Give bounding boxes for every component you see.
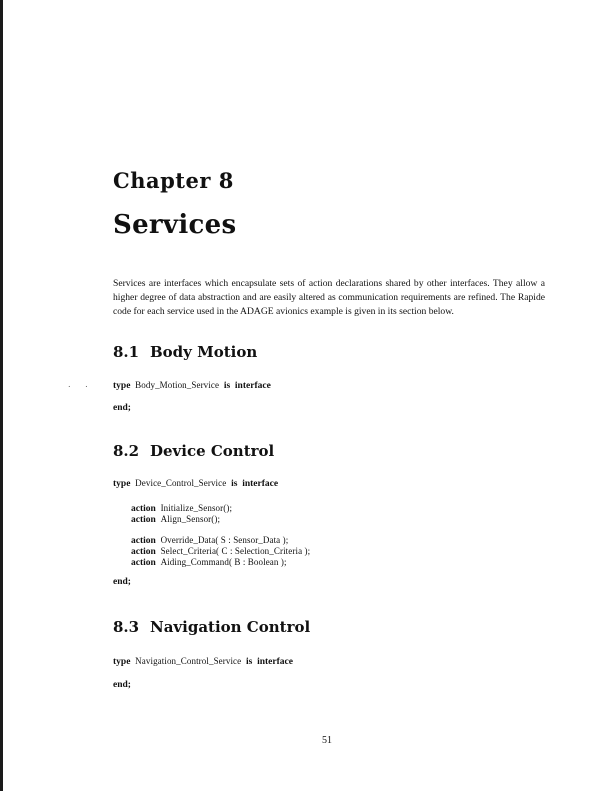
type-name: Navigation_Control_Service — [135, 656, 242, 666]
keyword-action: action — [131, 547, 156, 557]
code-line-type-decl — [113, 478, 278, 489]
type-name: Device_Control_Service — [135, 478, 227, 488]
section-title: Device Control — [150, 442, 275, 460]
keyword-action: action — [131, 558, 156, 568]
keyword-type: type — [113, 381, 131, 391]
keyword-type: type — [113, 479, 131, 489]
action-signature: Initialize_Sensor(); — [160, 503, 233, 513]
code-line-type-decl — [113, 380, 271, 391]
keyword-action: action — [131, 504, 156, 514]
keyword-action: action — [131, 536, 156, 546]
keyword-is: is — [231, 479, 238, 489]
section-number: 8.2 — [113, 442, 140, 460]
code-line-type-decl — [113, 656, 293, 667]
section-heading-8-2 — [113, 442, 274, 460]
action-signature: Override_Data( S : Sensor_Data ); — [160, 535, 289, 545]
action-signature: Align_Sensor(); — [160, 514, 221, 524]
chapter-label: Chapter 8 — [113, 168, 234, 193]
section-number: 8.3 — [113, 618, 140, 636]
code-line-action — [131, 557, 287, 568]
keyword-interface: interface — [242, 479, 279, 489]
keyword-interface: interface — [234, 381, 271, 391]
code-line-end: end; — [113, 680, 131, 690]
keyword-is: is — [223, 381, 231, 391]
section-number: 8.1 — [113, 343, 140, 361]
section-heading-8-3 — [113, 618, 310, 636]
keyword-action: action — [131, 515, 156, 525]
code-line-action — [131, 514, 220, 525]
code-line-action — [131, 546, 310, 557]
section-title: Navigation Control — [150, 618, 311, 636]
keyword-is: is — [246, 657, 253, 667]
margin-marks: . . — [68, 380, 94, 389]
code-line-end: end; — [113, 577, 131, 587]
action-signature: Aiding_Command( B : Boolean ); — [160, 557, 287, 567]
code-line-end: end; — [113, 403, 131, 413]
type-name: Body_Motion_Service — [135, 380, 220, 390]
keyword-interface: interface — [257, 657, 293, 667]
intro-paragraph: Services are interfaces which encapsulate sets of action declarations shared by other interfaces. They allow a higher degree of data abstraction and are easily altered as communication requirements are refined. The Rapide code for each service used in the ADAGE avionics example is given in its section below. — [113, 278, 545, 317]
page-number: 51 — [322, 735, 332, 746]
scan-edge — [0, 0, 3, 791]
section-title: Body Motion — [150, 343, 258, 361]
action-signature: Select_Criteria( C : Selection_Criteria ); — [160, 546, 311, 556]
code-line-action — [131, 535, 288, 546]
section-heading-8-1 — [113, 343, 257, 361]
keyword-type: type — [113, 657, 131, 667]
chapter-title: Services — [113, 210, 237, 240]
code-line-action — [131, 503, 232, 514]
